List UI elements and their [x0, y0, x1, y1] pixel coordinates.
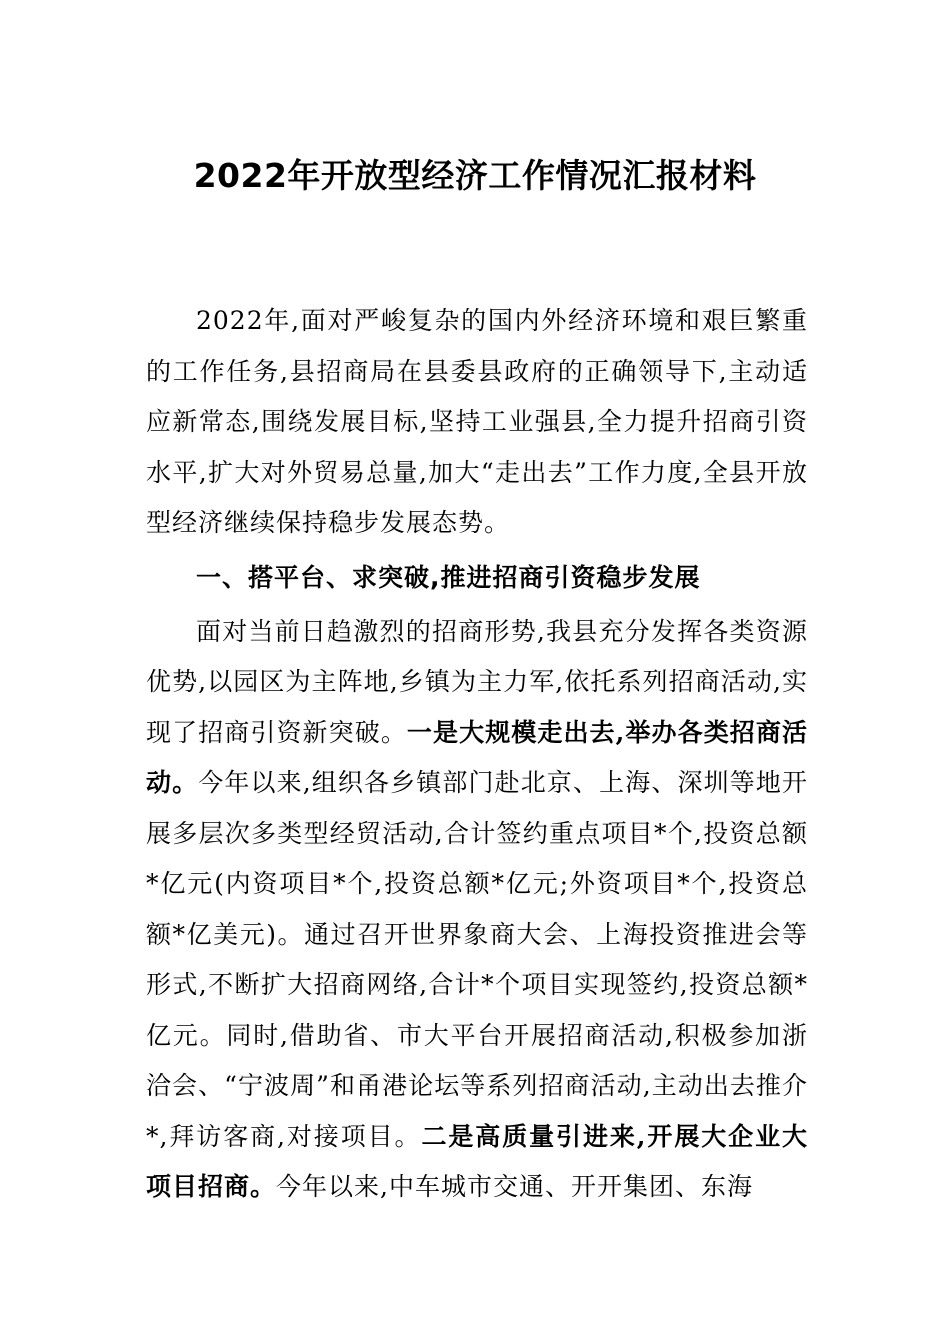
- paragraph-text: 面对当前日趋激烈的招商形势,我县充分发挥各类资源优势,以园区为主阵地,乡镇为主力军,依托系列招商活动,实现了招商引资新突破。: [146, 616, 808, 747]
- section-paragraph: [146, 607, 808, 1213]
- paragraph-text: 今年以来,中车城市交通、开开集团、东海: [276, 1172, 753, 1201]
- intro-paragraph: 2022年,面对严峻复杂的国内外经济环境和艰巨繁重的工作任务,县招商局在县委县政府的正确领导下,主动适应新常态,围绕发展目标,坚持工业强县,全力提升招商引资水平,扩大对外贸易总量,加大“走出去”工作力度,全县开放型经济继续保持稳步发展态势。: [146, 306, 808, 537]
- paragraph-bold-point: 二是高质量引进来,开展大企业大项目招商。: [146, 1121, 808, 1201]
- paragraph-text: 今年以来,组织各乡镇部门赴北京、上海、深圳等地开展多层次多类型经贸活动,合计签约重点项目*个,投资总额*亿元(内资项目*个,投资总额*亿元;外资项目*个,投资总额*亿美元)。通过召开世界象商大会、上海投资推进会等形式,不断扩大招商网络,合计*个项目实现签约,投资总额*亿元。同时,借助省、市大平台开展招商活动,积极参加浙洽会、“宁波周”和甬港论坛等系列招商活动,主动出去推介*,拜访客商,对接项目。: [146, 768, 808, 1151]
- paragraph-bold-point: 一是大规模走出去,举办各类招商活动。: [146, 717, 808, 797]
- section-heading: 一、搭平台、求突破,推进招商引资稳步发展: [196, 562, 701, 592]
- document-body: [146, 296, 808, 1213]
- document-title: 2022年开放型经济工作情况汇报材料: [193, 156, 757, 195]
